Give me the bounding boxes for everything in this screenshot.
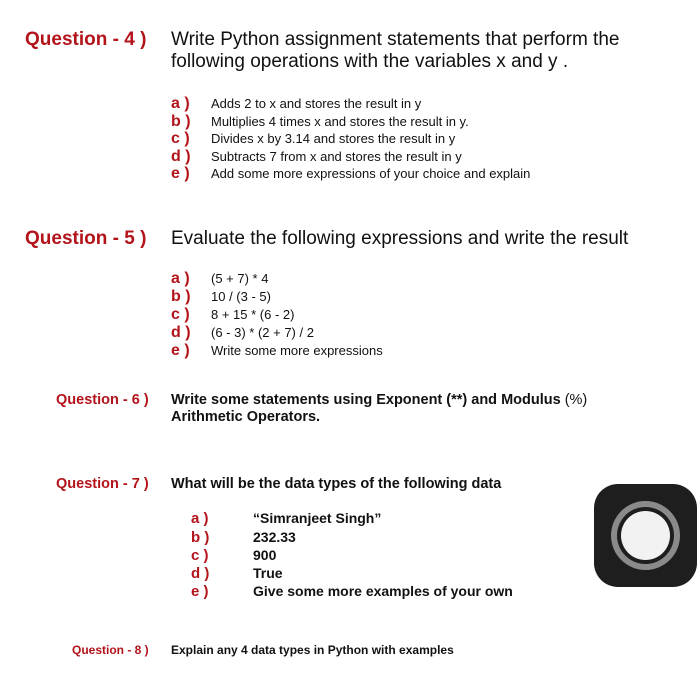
item-letter: c ) bbox=[171, 130, 190, 147]
item-letter: c ) bbox=[191, 547, 209, 564]
question-8-text: Explain any 4 data types in Python with examples bbox=[171, 643, 454, 657]
item-text: (6 - 3) * (2 + 7) / 2 bbox=[211, 325, 314, 340]
item-text: Write some more expressions bbox=[211, 343, 383, 358]
item-letter: b ) bbox=[191, 529, 210, 546]
item-text: Multiplies 4 times x and stores the result in y. bbox=[211, 114, 469, 129]
question-5-label: Question - 5 ) bbox=[25, 228, 147, 249]
question-6-line-1b: (%) bbox=[564, 392, 588, 408]
item-letter: a ) bbox=[191, 510, 209, 527]
item-text: Give some more examples of your own bbox=[253, 583, 513, 599]
item-letter: d ) bbox=[191, 565, 210, 582]
question-4-line-1: Write Python assignment statements that perform the bbox=[171, 29, 620, 50]
item-letter: c ) bbox=[171, 306, 190, 323]
question-7-text: What will be the data types of the following data bbox=[171, 476, 502, 492]
item-letter: a ) bbox=[171, 95, 190, 112]
question-8-label: Question - 8 ) bbox=[72, 643, 149, 657]
item-text: 8 + 15 * (6 - 2) bbox=[211, 307, 295, 322]
question-4-text bbox=[171, 29, 619, 73]
record-ring-outer bbox=[611, 501, 680, 570]
question-7-label: Question - 7 ) bbox=[56, 476, 149, 492]
item-text: Add some more expressions of your choice and explain bbox=[211, 166, 531, 181]
item-text: Divides x by 3.14 and stores the result in y bbox=[211, 131, 456, 146]
record-ring-mid bbox=[617, 507, 674, 564]
question-5-text: Evaluate the following expressions and write the result bbox=[171, 228, 629, 249]
question-6-label: Question - 6 ) bbox=[56, 392, 149, 408]
item-text: 900 bbox=[253, 547, 277, 563]
question-6-line-1 bbox=[171, 392, 587, 409]
record-ring-inner bbox=[621, 511, 670, 560]
item-text: 10 / (3 - 5) bbox=[211, 289, 271, 304]
item-letter: b ) bbox=[171, 288, 191, 305]
question-6-text bbox=[171, 392, 587, 426]
item-letter: e ) bbox=[171, 165, 190, 182]
item-letter: b ) bbox=[171, 113, 191, 130]
item-text: Subtracts 7 from x and stores the result in y bbox=[211, 149, 462, 164]
item-text: Adds 2 to x and stores the result in y bbox=[211, 96, 422, 111]
question-4-label: Question - 4 ) bbox=[25, 29, 147, 50]
item-text: True bbox=[253, 565, 283, 581]
item-letter: e ) bbox=[171, 342, 190, 359]
item-text: (5 + 7) * 4 bbox=[211, 271, 269, 286]
record-button-icon[interactable] bbox=[594, 484, 697, 587]
question-4-line-2: following operations with the variables x and y . bbox=[171, 51, 569, 72]
question-6-line-2: Arithmetic Operators. bbox=[171, 409, 321, 425]
item-letter: e ) bbox=[191, 583, 209, 600]
item-text: 232.33 bbox=[253, 529, 296, 545]
item-text: “Simranjeet Singh” bbox=[253, 510, 382, 526]
item-letter: d ) bbox=[171, 324, 191, 341]
item-letter: d ) bbox=[171, 148, 191, 165]
question-6-line-1a: Write some statements using Exponent (**) and Modulus bbox=[171, 392, 565, 408]
item-letter: a ) bbox=[171, 270, 190, 287]
